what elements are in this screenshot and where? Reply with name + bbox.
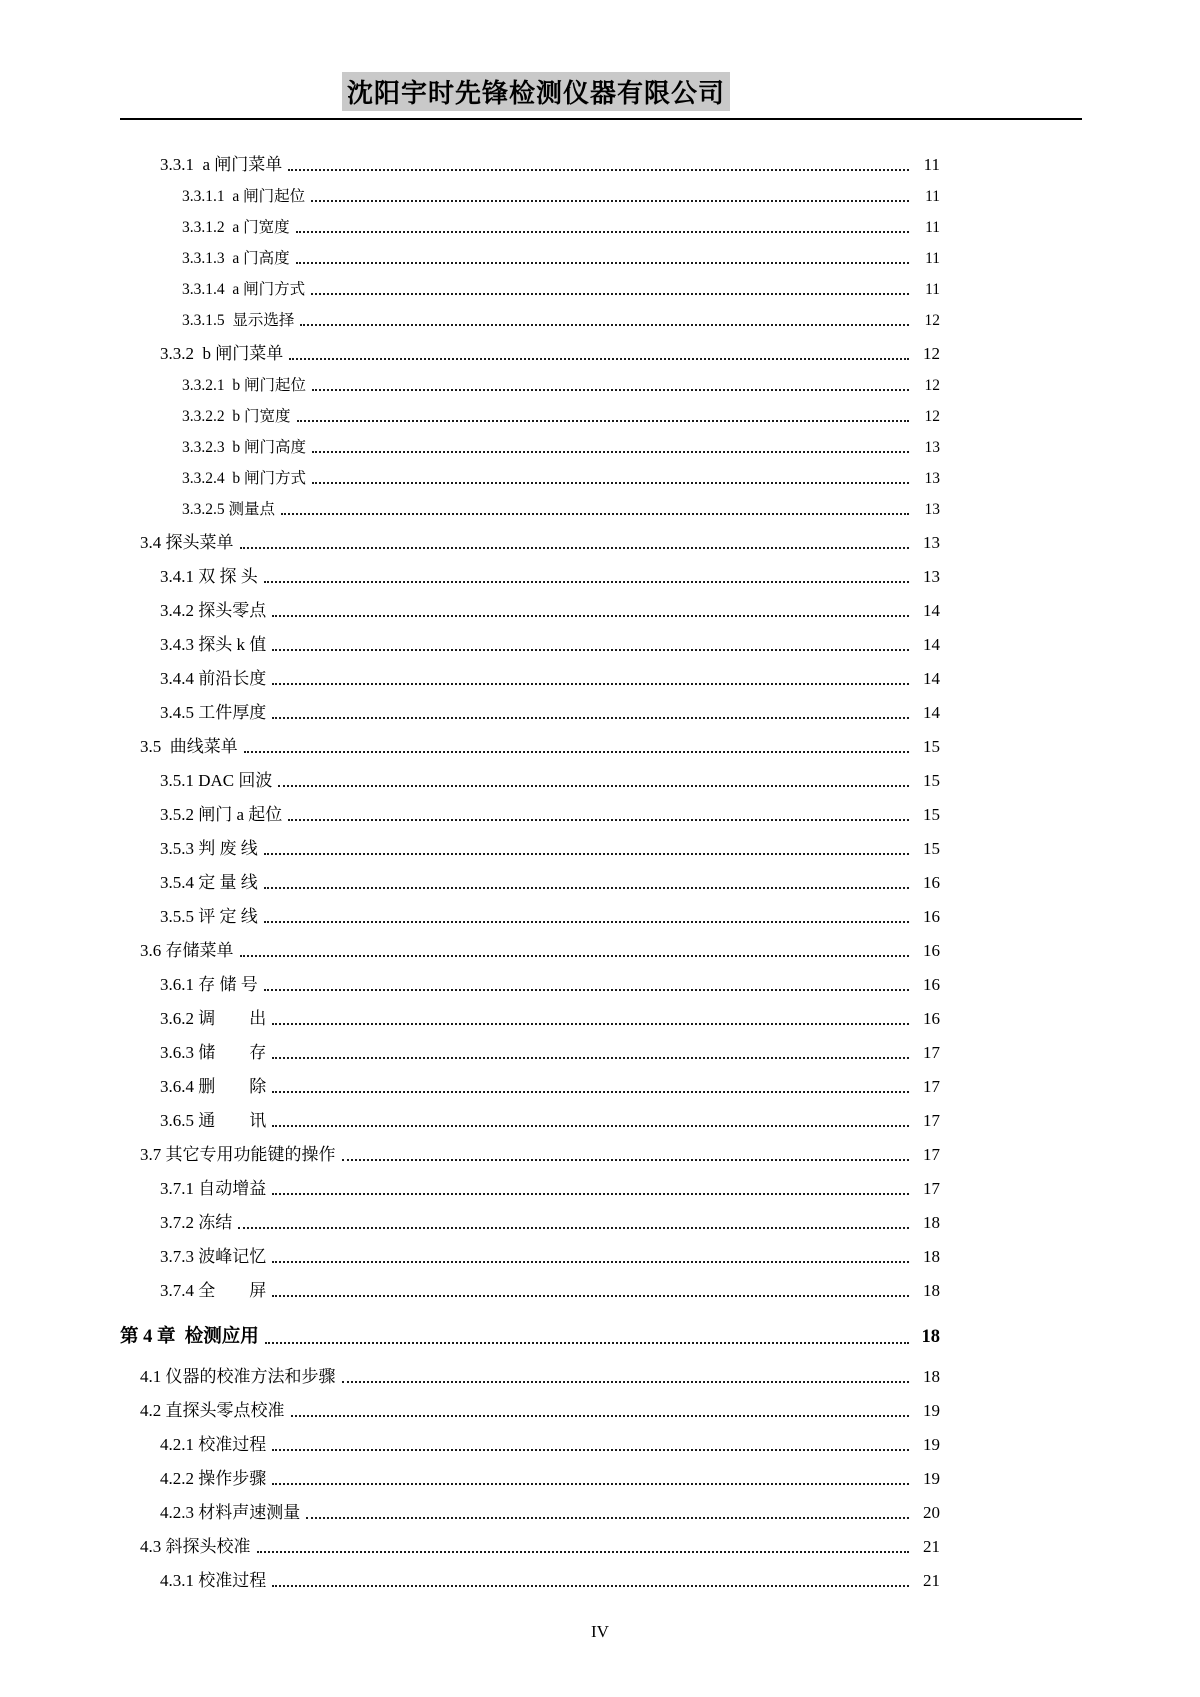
toc-entry-page: 12 — [924, 377, 940, 394]
toc-entry-label: 3.6.5 通 讯 — [160, 1111, 267, 1130]
page-footer — [0, 1622, 1200, 1642]
toc-leader-dots — [240, 547, 910, 549]
toc-entry-page: 14 — [923, 703, 940, 722]
toc-entry-page: 16 — [923, 975, 940, 994]
toc-leader-dots — [272, 615, 909, 617]
toc-entry[interactable] — [160, 1204, 940, 1238]
toc-leader-dots — [272, 1449, 909, 1451]
toc-entry[interactable] — [160, 1272, 940, 1306]
toc-entry[interactable] — [160, 146, 940, 180]
toc-leader-dots — [278, 785, 909, 787]
toc-entry-page: 11 — [925, 188, 940, 205]
toc-entry-page: 21 — [923, 1571, 940, 1590]
toc-entry-page: 12 — [924, 312, 940, 329]
toc-entry-page: 17 — [923, 1145, 940, 1164]
toc-entry[interactable] — [182, 462, 940, 493]
toc-entry[interactable] — [140, 728, 940, 762]
toc-entry-page: 16 — [923, 873, 940, 892]
toc-entry-page: 19 — [923, 1469, 940, 1488]
toc-entry-label: 3.6.4 删 除 — [160, 1077, 267, 1096]
toc-entry-page: 13 — [923, 567, 940, 586]
toc-entry-label: 4.3 斜探头校准 — [140, 1537, 251, 1556]
toc-leader-dots — [272, 717, 909, 719]
toc-entry-page: 15 — [923, 737, 940, 756]
toc-entry-label: 3.4.5 工件厚度 — [160, 703, 267, 722]
toc-entry-label: 3.7 其它专用功能键的操作 — [140, 1145, 336, 1164]
toc-entry-page: 19 — [923, 1401, 940, 1420]
toc-leader-dots — [311, 293, 909, 295]
toc-entry-page: 11 — [925, 219, 940, 236]
toc-leader-dots — [238, 1227, 909, 1229]
toc-entry[interactable] — [182, 211, 940, 242]
toc-entry-label: 4.2.2 操作步骤 — [160, 1469, 267, 1488]
toc-entry-label: 3.7.1 自动增益 — [160, 1179, 267, 1198]
toc-entry-label: 3.3.2.3 b 闸门高度 — [182, 439, 307, 456]
toc-leader-dots — [312, 389, 909, 391]
toc-entry[interactable] — [182, 400, 940, 431]
toc-entry[interactable] — [160, 898, 940, 932]
company-title: 沈阳宇时先锋检测仪器有限公司 — [342, 72, 730, 111]
toc-entry-page: 14 — [923, 669, 940, 688]
toc-entry[interactable] — [140, 932, 940, 966]
toc-leader-dots — [240, 955, 910, 957]
toc-entry-label: 3.3.1.2 a 门宽度 — [182, 219, 290, 236]
toc-entry[interactable] — [160, 830, 940, 864]
toc-entry-label: 3.7.2 冻结 — [160, 1213, 233, 1232]
toc-entry[interactable] — [140, 524, 940, 558]
toc-leader-dots — [272, 1125, 909, 1127]
toc-entry-label: 4.3.1 校准过程 — [160, 1571, 267, 1590]
toc-leader-dots — [244, 751, 909, 753]
toc-leader-dots — [296, 262, 909, 264]
toc-entry-label: 3.3.2.5 测量点 — [182, 501, 276, 518]
toc-entry[interactable] — [160, 1102, 940, 1136]
toc-entry-page: 17 — [923, 1077, 940, 1096]
toc-leader-dots — [296, 231, 909, 233]
toc-entry[interactable] — [140, 1392, 940, 1426]
toc-entry-label: 3.3.1.4 a 闸门方式 — [182, 281, 306, 298]
toc-leader-dots — [272, 1585, 909, 1587]
toc-chapter-entry[interactable] — [120, 1306, 940, 1358]
toc-entry-label: 3.5.2 闸门 a 起位 — [160, 805, 283, 824]
toc-entry-page: 16 — [923, 907, 940, 926]
toc-entry-label: 3.5 曲线菜单 — [140, 737, 238, 756]
toc-entry[interactable] — [160, 966, 940, 1000]
toc-entry[interactable] — [160, 694, 940, 728]
toc-entry-label: 3.3.1.1 a 闸门起位 — [182, 188, 306, 205]
toc-entry[interactable] — [182, 304, 940, 335]
toc-entry[interactable] — [160, 1494, 940, 1528]
toc-entry[interactable] — [160, 864, 940, 898]
toc-entry-label: 3.3.2.4 b 闸门方式 — [182, 470, 307, 487]
toc-leader-dots — [272, 1483, 909, 1485]
toc-entry[interactable] — [182, 180, 940, 211]
toc-entry-label: 4.1 仪器的校准方法和步骤 — [140, 1367, 336, 1386]
toc-entry[interactable] — [160, 1238, 940, 1272]
toc-leader-dots — [281, 513, 909, 515]
toc-entry-label: 3.4.2 探头零点 — [160, 601, 267, 620]
toc-entry-page: 18 — [921, 1327, 940, 1347]
toc-entry-label: 4.2.1 校准过程 — [160, 1435, 267, 1454]
toc-entry-page: 14 — [923, 601, 940, 620]
toc-entry-label: 3.3.2.1 b 闸门起位 — [182, 377, 307, 394]
toc-entry-page: 13 — [923, 533, 940, 552]
toc-entry[interactable] — [160, 626, 940, 660]
toc-entry-label: 3.7.4 全 屏 — [160, 1281, 267, 1300]
toc-entry-label: 4.2.3 材料声速测量 — [160, 1503, 301, 1522]
toc-entry[interactable] — [160, 1000, 940, 1034]
toc-entry-label: 3.3.2.2 b 门宽度 — [182, 408, 291, 425]
toc-leader-dots — [288, 819, 909, 821]
toc-entry[interactable] — [160, 1034, 940, 1068]
toc-entry-page: 16 — [923, 1009, 940, 1028]
toc-leader-dots — [300, 324, 909, 326]
toc-entry-page: 13 — [924, 501, 940, 518]
toc-entry-page: 18 — [923, 1213, 940, 1232]
toc-entry[interactable] — [160, 762, 940, 796]
toc-entry[interactable] — [140, 1528, 940, 1562]
toc-entry-page: 20 — [923, 1503, 940, 1522]
toc-leader-dots — [297, 420, 909, 422]
table-of-contents — [120, 146, 940, 1596]
toc-leader-dots — [264, 581, 909, 583]
toc-entry-label: 3.3.1.5 显示选择 — [182, 312, 295, 329]
toc-leader-dots — [264, 887, 909, 889]
toc-leader-dots — [272, 1023, 909, 1025]
toc-entry-label: 3.4.4 前沿长度 — [160, 669, 267, 688]
toc-entry-page: 15 — [923, 839, 940, 858]
toc-entry-page: 12 — [923, 344, 940, 363]
toc-entry[interactable] — [160, 1562, 940, 1596]
toc-entry-label: 3.6.3 储 存 — [160, 1043, 267, 1062]
toc-leader-dots — [342, 1159, 910, 1161]
toc-entry[interactable] — [160, 1068, 940, 1102]
toc-entry-page: 18 — [923, 1367, 940, 1386]
toc-entry[interactable] — [182, 431, 940, 462]
toc-entry[interactable] — [160, 660, 940, 694]
toc-entry-label: 3.7.3 波峰记忆 — [160, 1247, 267, 1266]
toc-leader-dots — [272, 1091, 909, 1093]
toc-leader-dots — [272, 1295, 909, 1297]
toc-entry-label: 3.5.3 判 废 线 — [160, 839, 258, 858]
toc-leader-dots — [272, 1261, 909, 1263]
toc-entry-page: 17 — [923, 1179, 940, 1198]
toc-entry-page: 11 — [923, 155, 940, 174]
toc-entry-page: 12 — [924, 408, 940, 425]
toc-entry-label: 第 4 章 检测应用 — [120, 1327, 259, 1347]
toc-leader-dots — [264, 853, 909, 855]
page-number: IV — [591, 1622, 609, 1641]
toc-entry-label: 3.6 存储菜单 — [140, 941, 234, 960]
toc-leader-dots — [288, 169, 909, 171]
toc-entry[interactable] — [160, 335, 940, 369]
toc-entry[interactable] — [182, 242, 940, 273]
toc-entry-label: 3.5.4 定 量 线 — [160, 873, 258, 892]
toc-leader-dots — [312, 451, 909, 453]
toc-entry-label: 4.2 直探头零点校准 — [140, 1401, 285, 1420]
toc-leader-dots — [306, 1517, 909, 1519]
toc-entry-page: 18 — [923, 1247, 940, 1266]
toc-entry-page: 16 — [923, 941, 940, 960]
toc-entry-page: 13 — [924, 439, 940, 456]
toc-entry[interactable] — [160, 796, 940, 830]
toc-entry-page: 13 — [924, 470, 940, 487]
toc-entry-page: 17 — [923, 1043, 940, 1062]
toc-entry[interactable] — [140, 1358, 940, 1392]
toc-leader-dots — [264, 921, 909, 923]
toc-leader-dots — [312, 482, 909, 484]
toc-entry[interactable] — [140, 1136, 940, 1170]
toc-leader-dots — [265, 1342, 909, 1344]
toc-entry[interactable] — [182, 273, 940, 304]
toc-entry-page: 14 — [923, 635, 940, 654]
toc-entry-label: 3.3.1.3 a 门高度 — [182, 250, 290, 267]
toc-entry-page: 11 — [925, 281, 940, 298]
toc-leader-dots — [272, 649, 909, 651]
toc-entry[interactable] — [182, 493, 940, 524]
toc-entry[interactable] — [160, 592, 940, 626]
toc-entry-label: 3.6.2 调 出 — [160, 1009, 267, 1028]
toc-leader-dots — [272, 683, 909, 685]
toc-leader-dots — [289, 358, 909, 360]
toc-entry-label: 3.5.5 评 定 线 — [160, 907, 258, 926]
toc-entry-page: 18 — [923, 1281, 940, 1300]
page-header — [120, 72, 1082, 120]
toc-leader-dots — [342, 1381, 910, 1383]
toc-leader-dots — [264, 989, 909, 991]
toc-entry[interactable] — [160, 558, 940, 592]
toc-entry-label: 3.6.1 存 储 号 — [160, 975, 258, 994]
toc-entry[interactable] — [182, 369, 940, 400]
toc-entry-page: 15 — [923, 771, 940, 790]
toc-entry[interactable] — [160, 1426, 940, 1460]
toc-entry-label: 3.4.1 双 探 头 — [160, 567, 258, 586]
toc-entry-label: 3.3.2 b 闸门菜单 — [160, 344, 284, 363]
toc-entry-page: 15 — [923, 805, 940, 824]
toc-entry-page: 17 — [923, 1111, 940, 1130]
toc-entry-label: 3.3.1 a 闸门菜单 — [160, 155, 283, 174]
toc-leader-dots — [311, 200, 909, 202]
toc-entry-page: 19 — [923, 1435, 940, 1454]
toc-entry-label: 3.4.3 探头 k 值 — [160, 635, 267, 654]
toc-entry-page: 11 — [925, 250, 940, 267]
toc-entry-label: 3.5.1 DAC 回波 — [160, 771, 273, 790]
toc-entry[interactable] — [160, 1460, 940, 1494]
toc-leader-dots — [272, 1193, 909, 1195]
toc-entry-page: 21 — [923, 1537, 940, 1556]
toc-leader-dots — [257, 1551, 910, 1553]
toc-leader-dots — [272, 1057, 909, 1059]
toc-entry-label: 3.4 探头菜单 — [140, 533, 234, 552]
toc-entry[interactable] — [160, 1170, 940, 1204]
toc-leader-dots — [291, 1415, 910, 1417]
